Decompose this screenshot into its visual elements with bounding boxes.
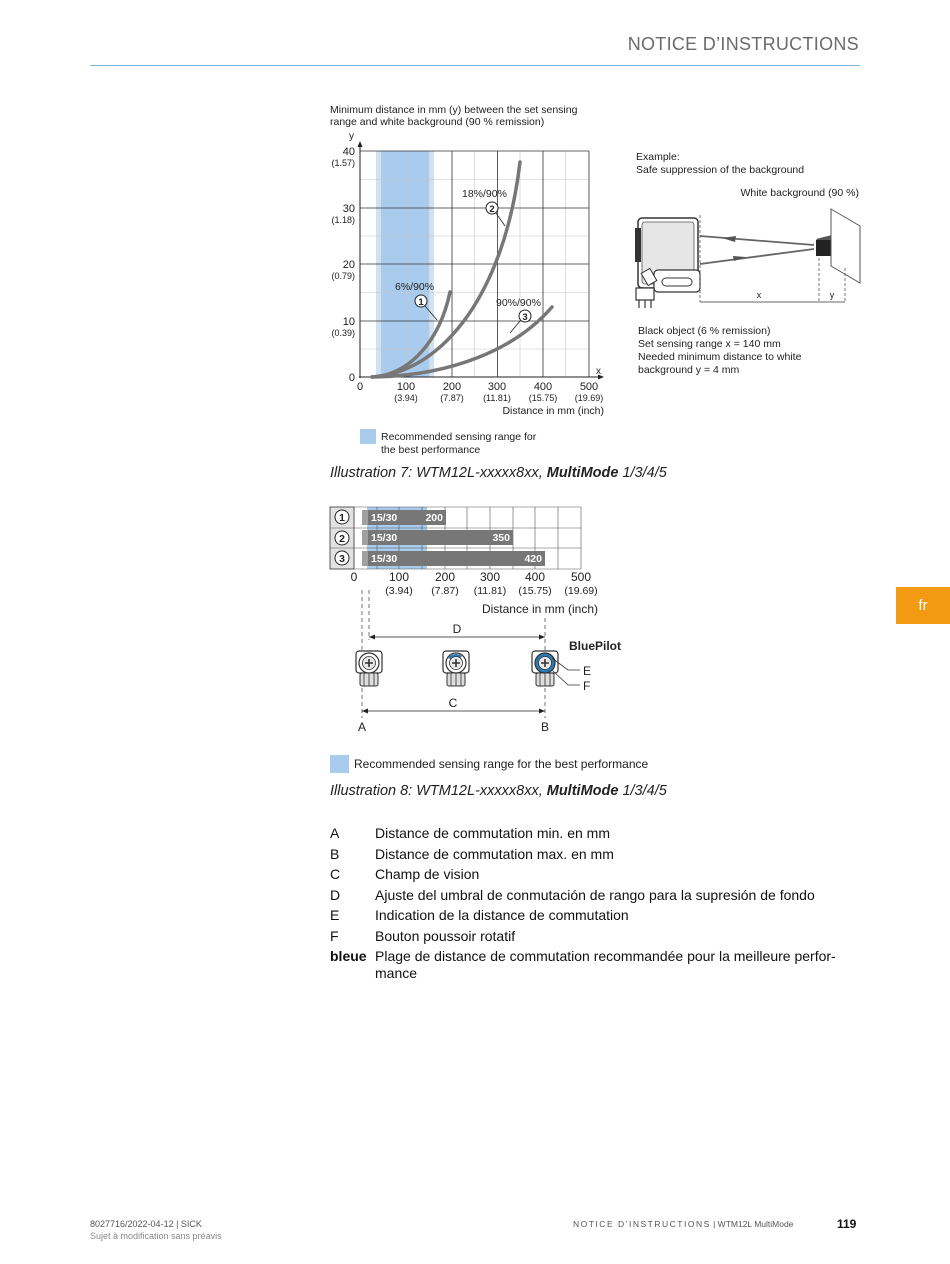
y-tick-30-inch: (1.18) <box>331 215 355 225</box>
legend-key-bleue: bleue <box>330 948 367 964</box>
page-number: 119 <box>837 1217 857 1231</box>
legend-row-C <box>330 866 845 883</box>
legend-desc-C: Champ de vision <box>375 866 480 882</box>
dimension-D-arrow-right <box>539 635 545 640</box>
bar-1-min <box>362 510 368 525</box>
footer-mid-title: NOTICE D’INSTRUCTIONS <box>573 1219 711 1229</box>
figure7-legend-line2: the best performance <box>381 444 481 456</box>
bar-marker-2-num: 2 <box>339 533 345 545</box>
x-axis-label: Distance in mm (inch) <box>502 405 604 417</box>
label-F: F <box>583 679 591 693</box>
legend-desc-D: Ajuste del umbral de conmutación de rango para la supresión de fondo <box>375 886 815 903</box>
legend-desc-A: Distance de commutation min. en mm <box>375 825 610 841</box>
f8-x-tick-500-inch: (19.69) <box>564 585 598 597</box>
f8-x-tick-400-inch: (15.75) <box>518 585 552 597</box>
x-tick-400-inch: (15.75) <box>528 393 558 403</box>
example-note-4: background y = 4 mm <box>638 364 740 376</box>
y-axis-name: y <box>349 131 354 142</box>
bar-marker-1-num: 1 <box>339 512 345 524</box>
language-tab[interactable]: fr <box>896 587 950 624</box>
white-background-panel <box>831 209 860 283</box>
legend-key-D: D <box>330 886 341 903</box>
dimension-D-arrow-left <box>369 635 375 640</box>
f8-x-tick-100-inch: (3.94) <box>385 585 413 597</box>
legend-row-E <box>330 907 845 924</box>
bar-2-max-label: 350 <box>492 532 510 544</box>
figure8-caption <box>330 783 667 799</box>
example-note-3: Needed minimum distance to white <box>638 351 802 363</box>
y-tick-40-inch: (1.57) <box>331 158 355 168</box>
bluepilot-label: BluePilot <box>569 639 622 653</box>
legend-desc-E: Indication de la distance de commutation <box>375 907 629 923</box>
figure7-caption-bold: MultiMode <box>546 465 619 481</box>
figure8-caption-tail: 1/3/4/5 <box>618 783 667 799</box>
legend-key-E: E <box>330 907 340 923</box>
x-axis-name: x <box>596 366 601 377</box>
figure7-caption-text: Illustration 7: WTM12L-xxxxx8xx, <box>330 465 547 481</box>
bar-3-max-label: 420 <box>524 553 542 565</box>
x-tick-400: 400 <box>533 381 553 393</box>
figure7-caption-tail: 1/3/4/5 <box>618 465 667 481</box>
y-tick-10-inch: (0.39) <box>331 328 355 338</box>
f8-x-tick-200-inch: (7.87) <box>431 585 459 597</box>
figure8-legend-swatch <box>330 755 349 773</box>
x-tick-100-inch: (3.94) <box>394 393 418 403</box>
figure7-legend-line1: Recommended sensing range for <box>381 431 537 443</box>
header-title: NOTICE D’INSTRUCTIONS <box>627 34 859 54</box>
leader-3 <box>510 321 520 333</box>
label-A: A <box>357 720 367 734</box>
legend-row-bleue <box>330 948 845 982</box>
legend-row-B <box>330 846 845 863</box>
example-note-2: Set sensing range x = 140 mm <box>638 338 781 350</box>
f8-x-tick-500: 500 <box>570 570 592 584</box>
x-tick-100: 100 <box>396 381 416 393</box>
y-tick-20-inch: (0.79) <box>331 271 355 281</box>
f8-x-tick-400: 400 <box>524 570 546 584</box>
label-D: D <box>452 622 462 636</box>
x-tick-300: 300 <box>487 381 507 393</box>
bar-2-min <box>362 530 368 545</box>
key-legend-list <box>330 825 845 986</box>
bar-1-min-label: 15/30 <box>371 512 398 524</box>
dimension-y-label: y <box>829 290 835 300</box>
example-note-1: Black object (6 % remission) <box>638 325 771 337</box>
f8-x-tick-100: 100 <box>388 570 410 584</box>
legend-desc-bleue: Plage de distance de commutation recommandée pour la meilleure perfor-mance <box>375 948 836 981</box>
bar-1-max-label: 200 <box>425 512 443 524</box>
figure7-caption <box>330 465 667 481</box>
legend-row-A <box>330 825 845 842</box>
legend-desc-B: Distance de commutation max. en mm <box>375 845 614 862</box>
rotary-knob-min <box>356 651 382 686</box>
curve-label-18-90: 18%/90% <box>462 188 507 200</box>
legend-row-F <box>330 928 845 945</box>
label-B: B <box>540 720 550 734</box>
x-tick-200: 200 <box>442 381 462 393</box>
y-tick-20: 20 <box>342 259 355 271</box>
legend-key-F: F <box>330 927 339 944</box>
label-C: C <box>448 696 458 710</box>
y-tick-40: 40 <box>342 146 355 158</box>
legend-desc-F: Bouton poussoir rotatif <box>375 927 516 944</box>
figure8-caption-bold: MultiMode <box>546 783 619 799</box>
y-tick-30: 30 <box>342 203 355 215</box>
figure8-caption-text: Illustration 8: WTM12L-xxxxx8xx, <box>330 783 547 799</box>
legend-key-C: C <box>330 866 341 882</box>
x-tick-500: 500 <box>579 381 599 393</box>
x-tick-300-inch: (11.81) <box>483 393 511 403</box>
legend-key-B: B <box>330 845 340 862</box>
y-tick-0: 0 <box>348 372 355 384</box>
dimension-C-arrow-left <box>362 709 368 714</box>
rotary-knob-max <box>532 651 558 686</box>
f8-x-tick-300: 300 <box>479 570 501 584</box>
dimension-C-arrow-right <box>539 709 545 714</box>
f8-x-tick-0: 0 <box>350 570 358 584</box>
legend-row-D <box>330 887 845 904</box>
figure7-legend-swatch <box>360 429 376 444</box>
dimension-x-label: x <box>756 290 762 300</box>
white-background-label: White background (90 %) <box>740 187 859 199</box>
bar-3-min <box>362 551 368 566</box>
figure8-legend-text: Recommended sensing range for the best performance <box>354 757 649 771</box>
y-axis-arrow <box>358 141 363 147</box>
light-beams <box>700 236 814 264</box>
f8-x-tick-200: 200 <box>434 570 456 584</box>
curve-label-6-90: 6%/90% <box>395 281 435 293</box>
label-E: E <box>583 664 592 678</box>
curve-marker-2-num: 2 <box>489 204 495 215</box>
footer-left <box>90 1218 222 1242</box>
x-tick-200-inch: (7.87) <box>440 393 464 403</box>
beam-arrow-return <box>722 236 736 242</box>
footer-mid-product: | WTM12L MultiMode <box>710 1219 794 1229</box>
bar-3-min-label: 15/30 <box>371 553 398 565</box>
figure7-title-line1: Minimum distance in mm (y) between the set sensing <box>330 104 578 116</box>
rotary-knob-mid <box>443 651 469 686</box>
bar-marker-3-num: 3 <box>339 553 345 565</box>
curve-marker-3-num: 3 <box>522 312 528 323</box>
x-tick-500-inch: (19.69) <box>574 393 604 403</box>
figure8-graphic <box>0 500 950 780</box>
example-line2: Safe suppression of the background <box>636 164 805 176</box>
sensor-device <box>635 218 700 308</box>
f8-x-tick-300-inch: (11.81) <box>473 585 507 597</box>
f8-x-axis-label: Distance in mm (inch) <box>481 602 598 616</box>
footer-subject: Sujet à modification sans préavis <box>90 1231 222 1241</box>
curve-label-90-90: 90%/90% <box>496 297 541 309</box>
curve-marker-1-num: 1 <box>418 297 424 308</box>
bar-2-min-label: 15/30 <box>371 532 398 544</box>
example-line1: Example: <box>636 151 680 163</box>
x-tick-0: 0 <box>356 381 364 393</box>
figure7-graphic <box>0 0 950 500</box>
figure7-title-line2: range and white background (90 % remission) <box>330 116 545 128</box>
y-tick-10: 10 <box>342 316 355 328</box>
footer-mid <box>573 1219 793 1229</box>
footer-doc-ref: 8027716/2022-04-12 | SICK <box>90 1219 202 1229</box>
legend-key-A: A <box>330 825 340 841</box>
